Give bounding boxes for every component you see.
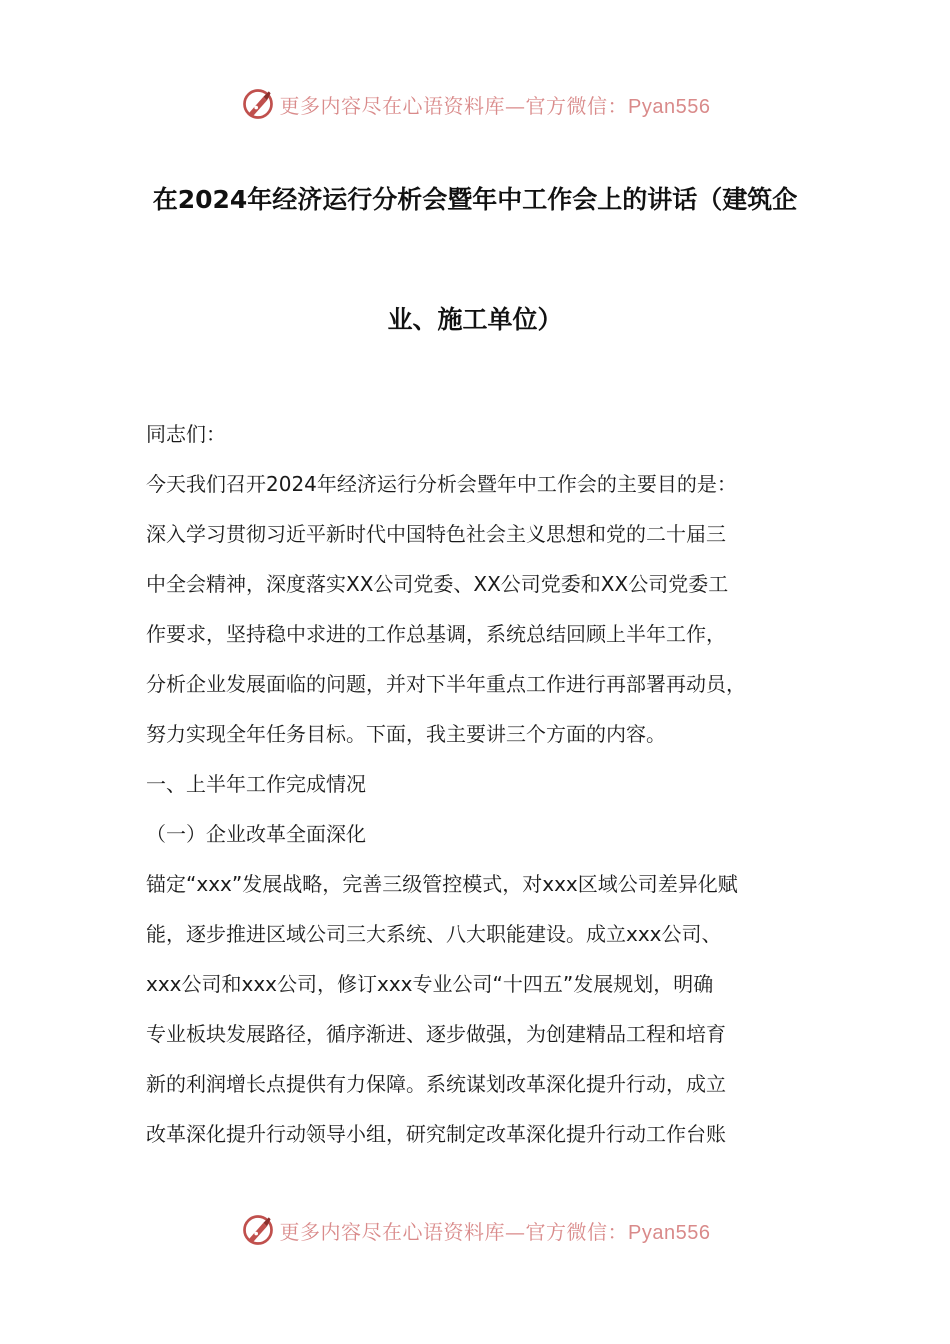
paragraph-line: xxx公司和xxx公司，修订xxx专业公司“十四五”发展规划，明确 <box>146 972 714 996</box>
paragraph-line: 改革深化提升行动领导小组，研究制定改革深化提升行动工作台账 <box>146 1122 726 1146</box>
subsection-heading: （一）企业改革全面深化 <box>146 822 366 846</box>
paragraph-line: 能，逐步推进区域公司三大系统、八大职能建设。成立xxx公司、 <box>146 922 722 946</box>
salutation: 同志们： <box>146 422 226 446</box>
pen-nib-logo-icon <box>240 86 276 122</box>
paragraph-line: 专业板块发展路径，循序渐进、逐步做强，为创建精品工程和培育 <box>146 1022 726 1046</box>
footer-watermark <box>0 1210 950 1250</box>
watermark-text: 更多内容尽在心语资料库—官方微信：Pyan556 <box>279 93 711 118</box>
paragraph-line: 锚定“xxx”发展战略，完善三级管控模式，对xxx区域公司差异化赋 <box>146 872 738 896</box>
pen-nib-logo-icon <box>240 1212 276 1248</box>
paragraph-line: 今天我们召开2024年经济运行分析会暨年中工作会的主要目的是： <box>146 472 737 496</box>
paragraph-line: 深入学习贯彻习近平新时代中国特色社会主义思想和党的二十届三 <box>146 522 726 546</box>
watermark-handle: Pyan556 <box>628 1221 711 1244</box>
header-watermark <box>0 84 950 124</box>
paragraph-line: 作要求，坚持稳中求进的工作总基调，系统总结回顾上半年工作， <box>146 622 726 646</box>
paragraph-line: 中全会精神，深度落实XX公司党委、XX公司党委和XX公司党委工 <box>146 572 729 596</box>
paragraph-line: 新的利润增长点提供有力保障。系统谋划改革深化提升行动，成立 <box>146 1072 726 1096</box>
document-title-line-2: 业、施工单位） <box>387 305 563 334</box>
paragraph-line: 努力实现全年任务目标。下面，我主要讲三个方面的内容。 <box>146 722 666 746</box>
paragraph-line: 分析企业发展面临的问题，并对下半年重点工作进行再部署再动员， <box>146 672 746 696</box>
watermark-text: 更多内容尽在心语资料库—官方微信：Pyan556 <box>279 1219 711 1244</box>
section-heading: 一、上半年工作完成情况 <box>146 772 366 796</box>
watermark-handle: Pyan556 <box>628 95 711 118</box>
document-title-line-1: 在2024年经济运行分析会暨年中工作会上的讲话（建筑企 <box>152 185 798 214</box>
